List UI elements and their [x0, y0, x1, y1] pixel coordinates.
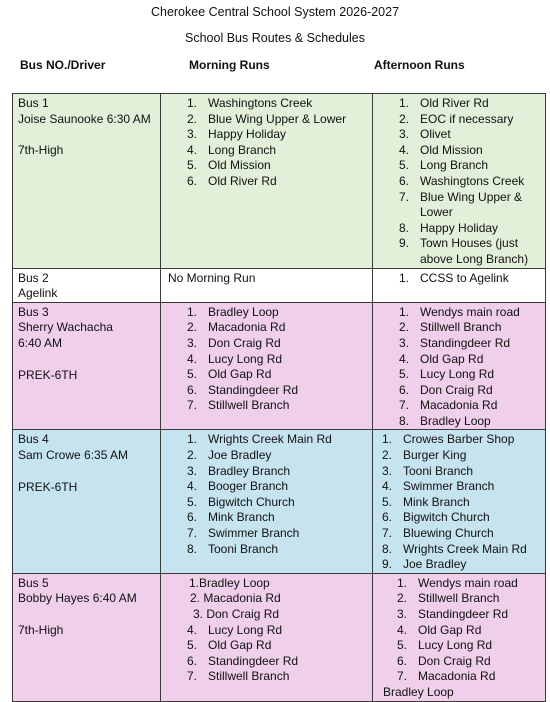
grade-range: PREK-6TH	[18, 367, 78, 382]
list-item: 7. Macadonia Rd	[397, 669, 496, 684]
table-row-bus-1	[13, 94, 546, 269]
list-item: 2. Stillwell Branch	[399, 320, 502, 335]
list-item: 5. Old Mission	[187, 158, 271, 173]
list-item: 3. Standingdeer Rd	[399, 335, 511, 350]
list-item: 4. Lucy Long Rd	[187, 351, 283, 366]
departure-time: 6:40 AM	[18, 335, 63, 350]
list-item: 1. Bradley Loop	[187, 304, 279, 319]
list-item: 2. EOC if necessary	[399, 111, 514, 126]
list-item: 7. Bluewing Church	[382, 526, 494, 541]
list-item: 3. Happy Holiday	[187, 127, 287, 142]
list-item: 4. Lucy Long Rd	[187, 622, 283, 637]
driver-name: Sam Crowe 6:35 AM	[18, 448, 129, 463]
list-item: 6. Bigwitch Church	[382, 510, 490, 525]
bus-number: Bus 2	[18, 270, 49, 285]
bus-driver-cell	[13, 430, 161, 573]
list-item: 7. Swimmer Branch	[187, 526, 300, 541]
list-item: 6. Don Craig Rd	[397, 653, 491, 668]
driver-name: Sherry Wachacha	[18, 320, 113, 335]
list-item: 1. Wendys main road	[399, 304, 520, 319]
list-item: 3. Tooni Branch	[382, 463, 474, 478]
list-item: 1. Crowes Barber Shop	[382, 432, 515, 447]
morning-runs-cell	[161, 302, 373, 430]
list-item: 5. Bigwitch Church	[187, 494, 295, 509]
list-item: 5. Lucy Long Rd	[399, 367, 495, 382]
list-item: 3. Don Craig Rd	[193, 607, 280, 621]
bus-number: Bus 3	[18, 304, 49, 319]
list-item: 2. Blue Wing Upper & Lower	[187, 111, 347, 126]
list-item: 7. Stillwell Branch	[187, 669, 290, 684]
list-item: 4. Booger Branch	[187, 479, 289, 494]
grade-range: 7th-High	[18, 623, 64, 637]
table-row-bus-4	[13, 430, 546, 573]
afternoon-stop-list	[378, 432, 541, 572]
afternoon-runs-cell	[373, 573, 546, 701]
driver-name: Bobby Hayes 6:40 AM	[18, 591, 137, 606]
grade-range: PREK-6TH	[18, 479, 78, 494]
list-item: 1. Washingtons Creek	[187, 96, 313, 110]
afternoon-runs-cell	[373, 430, 546, 573]
bus-driver-cell	[13, 268, 161, 302]
list-item: 7. Blue Wing Upper & Lower	[399, 189, 523, 220]
list-item: 1.Bradley Loop	[189, 575, 270, 590]
list-item: 5. Old Gap Rd	[187, 638, 272, 653]
list-item: 4. Old Gap Rd	[397, 622, 482, 637]
list-item: 7. Macadonia Rd	[399, 398, 498, 413]
page-title: Cherokee Central School System 2026-2027	[150, 5, 400, 19]
list-item: 8. Bradley Loop	[399, 413, 491, 428]
afternoon-runs-cell	[373, 94, 546, 269]
morning-runs-cell	[161, 430, 373, 573]
afternoon-stop-list	[378, 271, 541, 287]
list-item: 6. Washingtons Creek	[399, 173, 525, 188]
list-item: 8. Happy Holiday	[399, 220, 499, 235]
morning-stop-list	[166, 96, 368, 190]
bus-number: Bus 1	[18, 96, 49, 110]
list-item: 3. Bradley Branch	[187, 463, 291, 478]
list-item: 4. Swimmer Branch	[382, 479, 495, 494]
list-item: 5. Mink Branch	[382, 494, 470, 509]
morning-stop-list	[166, 432, 368, 557]
list-item: 2. Macadonia Rd	[187, 320, 286, 335]
morning-runs-cell	[161, 573, 373, 701]
driver-name: Agelink	[18, 286, 58, 301]
list-item: 9. Town Houses (just above Long Branch)	[399, 236, 529, 266]
list-item: 4. Old Gap Rd	[399, 351, 484, 366]
afternoon-stop-list	[378, 96, 541, 268]
list-item: 4. Old Mission	[399, 142, 483, 157]
afternoon-runs-cell	[373, 268, 546, 302]
table-row-bus-2	[13, 268, 546, 302]
list-item: 6. Standingdeer Rd	[187, 653, 299, 668]
list-item: 1. Wendys main road	[397, 575, 518, 590]
list-item: 6. Standingdeer Rd	[187, 382, 299, 397]
list-item: 5. Lucy Long Rd	[397, 638, 493, 653]
list-item: 5. Old Gap Rd	[187, 367, 272, 382]
list-item: 2. Joe Bradley	[187, 448, 272, 463]
list-item: 2. Macadonia Rd	[190, 591, 281, 606]
driver-name: Joise Saunooke 6:30 AM	[18, 111, 151, 126]
list-item: 1. Wrights Creek Main Rd	[187, 432, 332, 447]
list-item: 6. Don Craig Rd	[399, 382, 493, 397]
bus-number: Bus 4	[18, 432, 49, 447]
column-header-afternoon-runs: Afternoon Runs	[374, 58, 465, 72]
afternoon-stop-list	[378, 576, 541, 685]
list-item: 6. Old River Rd	[187, 173, 277, 188]
table-row-bus-5	[13, 573, 546, 701]
list-item: 3. Don Craig Rd	[187, 335, 281, 350]
list-item: 8. Wrights Creek Main Rd	[382, 541, 527, 556]
afternoon-stop-list	[378, 305, 541, 430]
no-morning-run-note: No Morning Run	[168, 270, 256, 285]
list-item: 2. Burger King	[382, 448, 467, 463]
list-item: 5. Long Branch	[399, 158, 489, 173]
bus-schedule-table	[12, 93, 546, 702]
list-item: 6. Mink Branch	[187, 510, 275, 525]
bus-driver-cell	[13, 302, 161, 430]
afternoon-runs-cell	[373, 302, 546, 430]
list-item: 3. Olivet	[399, 127, 451, 142]
bus-driver-cell	[13, 573, 161, 701]
list-item: 4. Long Branch	[187, 142, 277, 157]
morning-stop-list	[166, 305, 368, 414]
morning-runs-cell	[161, 94, 373, 269]
column-header-bus-driver: Bus NO./Driver	[20, 58, 106, 72]
grade-range: 7th-High	[18, 143, 64, 158]
morning-stop-list	[166, 623, 368, 685]
list-item: 8. Tooni Branch	[187, 541, 279, 556]
list-item: 3. Standingdeer Rd	[397, 607, 509, 621]
list-item: Bradley Loop	[383, 684, 454, 699]
list-item: 7. Stillwell Branch	[187, 398, 290, 413]
bus-number: Bus 5	[18, 575, 49, 590]
table-row-bus-3	[13, 302, 546, 430]
column-header-morning-runs: Morning Runs	[189, 58, 270, 72]
list-item: 1. Old River Rd	[399, 96, 489, 110]
page-subtitle: School Bus Routes & Schedules	[185, 31, 365, 45]
list-item: 2. Stillwell Branch	[397, 591, 500, 606]
list-item: 9. Joe Bradley	[382, 557, 467, 572]
morning-runs-cell	[161, 268, 373, 302]
list-item: 1. CCSS to Agelink	[399, 270, 509, 285]
bus-driver-cell	[13, 94, 161, 269]
